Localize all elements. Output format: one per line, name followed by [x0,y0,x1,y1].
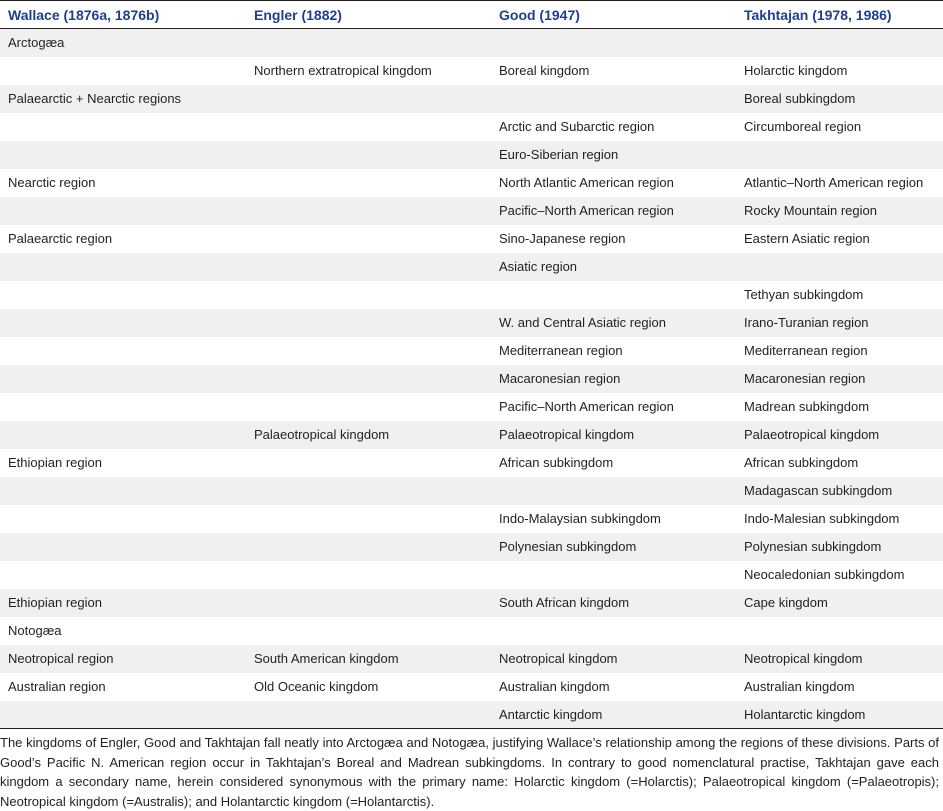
cell-takhtajan: Atlantic–North American region [744,175,924,190]
cell-engler [246,505,491,533]
cell-good: Indo-Malaysian subkingdom [499,511,661,526]
cell-good [491,85,736,113]
table-caption: The kingdoms of Engler, Good and Takhtajan fall neatly into Arctogæa and Notogæa, justifying Wallace’s relationship among the regions of these divisions. Parts of Good’s Pacific N. American region occur in Takhtajan’s Boreal and Madrean subkingdoms. In contrary to good nomenclatural practise, Takhtajan gave each kingdom a secondary name, herein considered synonymous with the primary name: Holarctic kingdom (=Holarctis); Palaeotropical kingdom (=Palaeotropis); Neotropical kingdom (=Australis); and Holantarctic kingdom (=Holantarctis). [0,735,939,809]
table-row [0,337,943,365]
table-row [0,617,943,645]
cell-takhtajan: Rocky Mountain region [744,203,877,218]
cell-takhtajan: Boreal subkingdom [744,91,856,106]
table-row [0,281,943,309]
cell-good: Pacific–North American region [499,399,674,414]
cell-engler [246,449,491,477]
cell-wallace [0,309,246,337]
cell-good: Mediterranean region [499,343,623,358]
cell-wallace: Palaearctic + Nearctic regions [8,91,182,106]
cell-engler [246,561,491,589]
cell-engler [246,141,491,169]
cell-takhtajan: Palaeotropical kingdom [744,427,880,442]
table-row [0,421,943,449]
cell-good: South African kingdom [499,595,630,610]
table-row [0,85,943,113]
header-engler: Engler (1882) [246,1,491,29]
table-row [0,477,943,505]
cell-wallace [0,197,246,225]
cell-engler [246,225,491,253]
table-row [0,253,943,281]
cell-good: W. and Central Asiatic region [499,315,666,330]
cell-takhtajan: Holantarctic kingdom [736,701,943,729]
cell-good: Polynesian subkingdom [499,539,637,554]
cell-engler [246,281,491,309]
cell-takhtajan: Polynesian subkingdom [744,539,882,554]
cell-wallace [0,253,246,281]
cell-engler [246,533,491,561]
cell-good [491,29,736,57]
cell-takhtajan: Eastern Asiatic region [744,231,870,246]
cell-engler [246,393,491,421]
header-good: Good (1947) [491,1,736,29]
cell-engler [246,253,491,281]
cell-takhtajan [736,253,943,281]
table-row [0,113,943,141]
cell-engler [246,197,491,225]
header-wallace: Wallace (1876a, 1876b) [0,1,246,29]
cell-engler [246,85,491,113]
cell-wallace [0,393,246,421]
cell-takhtajan: Neotropical kingdom [744,651,863,666]
cell-wallace: Arctogæa [8,35,65,51]
cell-takhtajan [736,29,943,57]
cell-good: Sino-Japanese region [499,231,626,246]
table-row [0,393,943,421]
table-row [0,533,943,561]
cell-good: Euro-Siberian region [499,147,619,162]
cell-takhtajan: Madrean subkingdom [744,399,870,414]
cell-good [491,477,736,505]
cell-wallace: Australian region [8,679,106,694]
cell-takhtajan: Macaronesian region [744,371,866,386]
cell-takhtajan: Tethyan subkingdom [744,287,864,302]
cell-wallace [0,561,246,589]
cell-takhtajan: Neocaledonian subkingdom [744,567,905,582]
cell-takhtajan: African subkingdom [744,455,859,470]
cell-wallace [0,337,246,365]
table-row [0,449,943,477]
cell-engler [246,617,491,645]
cell-good: Palaeotropical kingdom [499,427,635,442]
cell-engler [246,337,491,365]
cell-wallace [0,141,246,169]
cell-wallace [0,533,246,561]
cell-wallace [0,365,246,393]
cell-engler [246,169,491,197]
table-row [0,141,943,169]
cell-engler: Palaeotropical kingdom [254,427,390,442]
cell-wallace [0,701,246,729]
cell-takhtajan: Irano-Turanian region [744,315,869,330]
cell-good: North Atlantic American region [499,175,674,190]
table-row [0,701,943,729]
cell-takhtajan: Circumboreal region [744,119,862,134]
table-row [0,225,943,253]
cell-engler [246,113,491,141]
table-row [0,645,943,673]
cell-wallace [0,57,246,85]
cell-takhtajan: Madagascan subkingdom [744,483,893,498]
cell-good: Pacific–North American region [499,203,674,218]
cell-wallace [0,505,246,533]
cell-good: Neotropical kingdom [499,651,618,666]
cell-takhtajan: Cape kingdom [744,595,828,610]
cell-wallace [0,477,246,505]
table-row [0,365,943,393]
header-takhtajan: Takhtajan (1978, 1986) [736,1,943,29]
table-row [0,673,943,701]
cell-wallace [0,421,246,449]
table-row [0,589,943,617]
cell-wallace: Ethiopian region [8,455,102,470]
table-body [0,29,943,729]
table-row [0,309,943,337]
cell-engler: Old Oceanic kingdom [254,679,379,694]
cell-good: Asiatic region [499,259,578,274]
table-header [0,1,943,29]
cell-engler [246,589,491,617]
cell-takhtajan: Mediterranean region [744,343,868,358]
cell-wallace [0,113,246,141]
cell-wallace [0,281,246,309]
cell-good: Macaronesian region [499,371,621,386]
cell-takhtajan: Indo-Malesian subkingdom [744,511,900,526]
table-row [0,57,943,85]
cell-engler: South American kingdom [254,651,399,666]
cell-wallace: Notogæa [8,623,62,638]
cell-good [491,561,736,589]
table-row [0,29,943,57]
table-row [0,197,943,225]
table-row [0,561,943,589]
cell-good [491,617,736,645]
cell-takhtajan: Holarctic kingdom [744,63,848,78]
cell-good: Arctic and Subarctic region [499,119,655,134]
cell-wallace: Nearctic region [8,175,96,190]
table-row [0,505,943,533]
cell-wallace: Ethiopian region [8,595,102,610]
cell-engler [246,365,491,393]
cell-good: Boreal kingdom [499,63,590,78]
cell-good [491,281,736,309]
cell-good: Australian kingdom [499,679,610,694]
cell-engler [246,701,491,729]
cell-good: Antarctic kingdom [491,701,736,729]
cell-engler [246,477,491,505]
cell-engler [246,29,491,57]
table-row [0,169,943,197]
cell-wallace: Neotropical region [8,651,114,666]
cell-takhtajan [736,141,943,169]
cell-takhtajan: Australian kingdom [744,679,855,694]
cell-wallace: Palaearctic region [8,231,113,246]
cell-takhtajan [736,617,943,645]
cell-good: African subkingdom [499,455,614,470]
cell-engler [246,309,491,337]
header-row [0,1,943,29]
cell-engler: Northern extratropical kingdom [254,63,432,78]
